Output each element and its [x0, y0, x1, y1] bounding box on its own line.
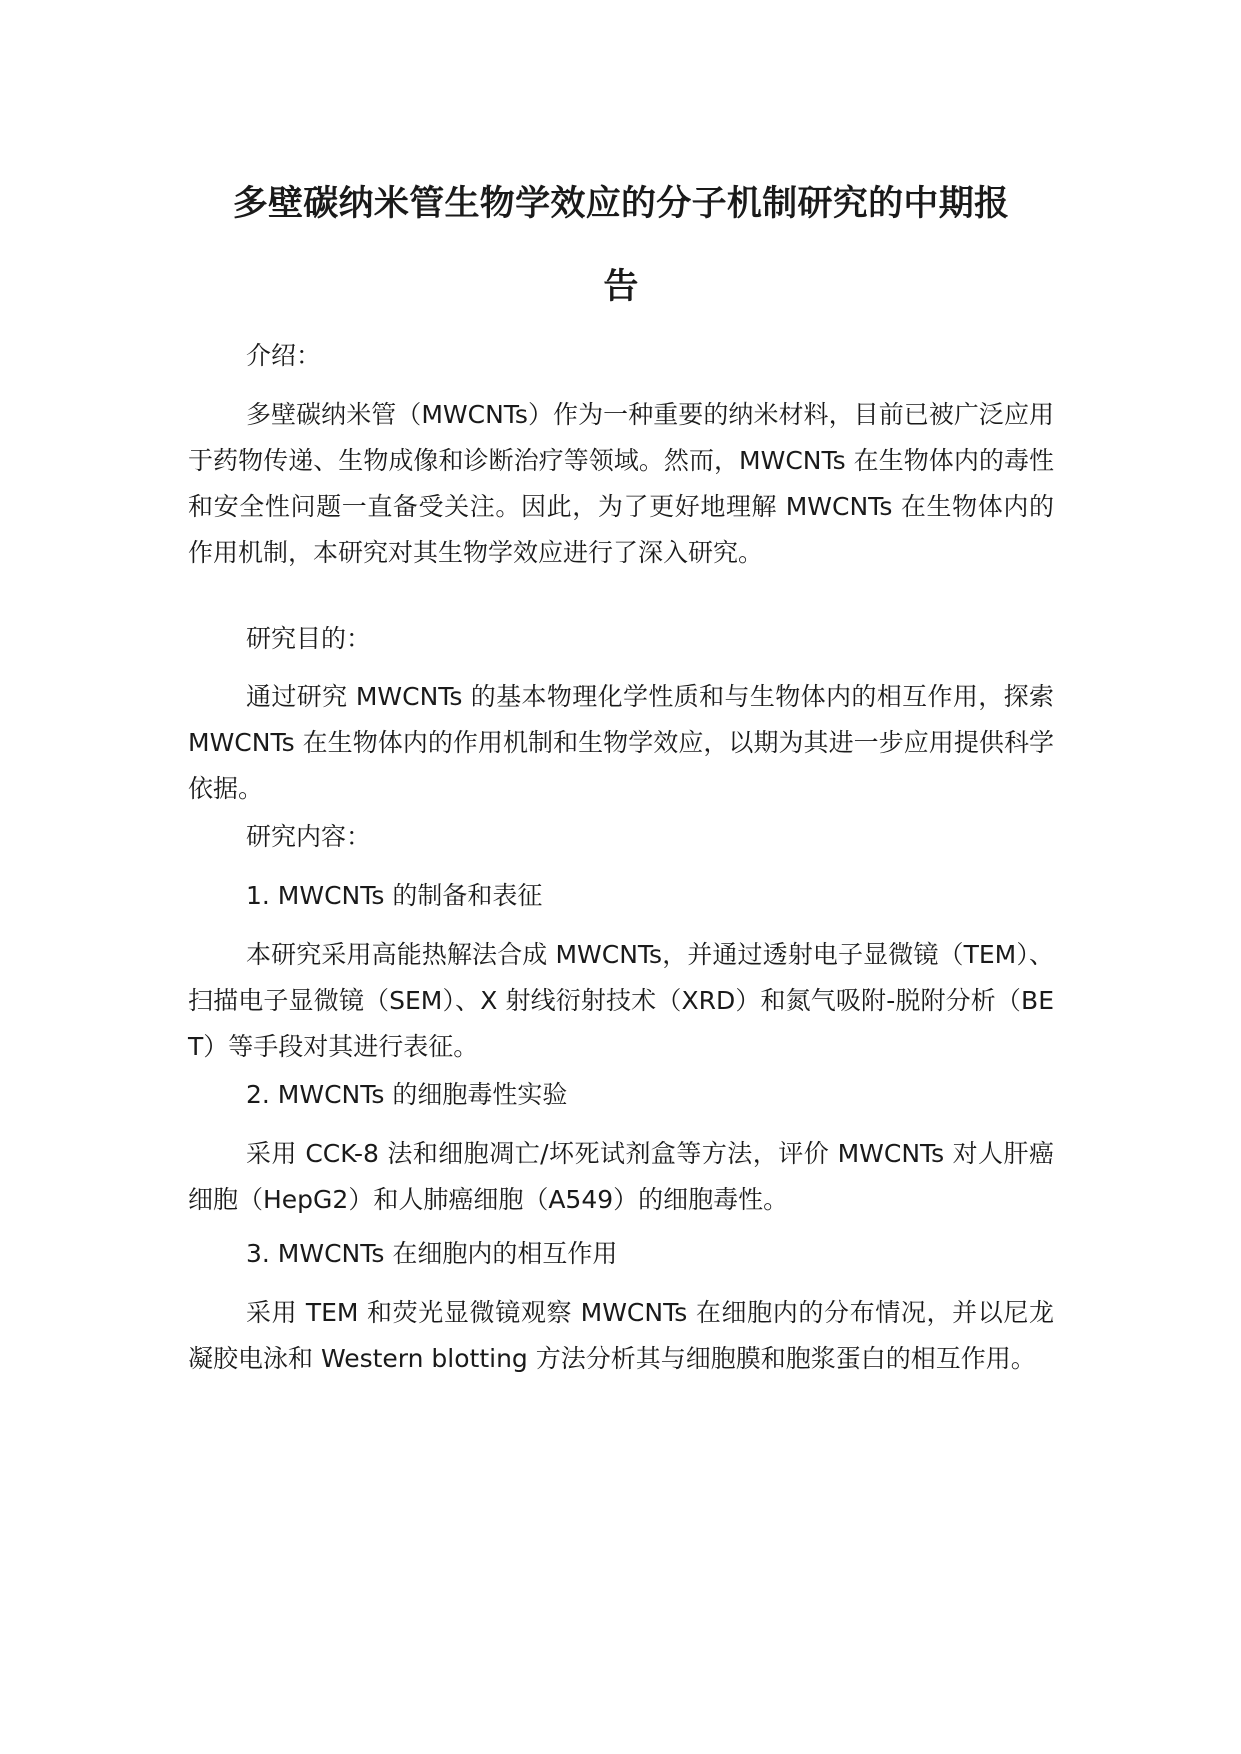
item-heading-2: 2. MWCNTs 的细胞毒性实验 [246, 1080, 568, 1109]
section-label-content: 研究内容： [246, 822, 372, 851]
paragraph-item-3: 采用 TEM 和荧光显微镜观察 MWCNTs 在细胞内的分布情况，并以尼龙凝胶电泳和 Western blotting 方法分析其与细胞膜和胞浆蛋白的相互作用。 [188, 1298, 1054, 1373]
section-label-aim: 研究目的： [246, 624, 372, 653]
item-heading-3: 3. MWCNTs 在细胞内的相互作用 [246, 1239, 618, 1268]
section-label-intro: 介绍： [246, 341, 322, 370]
item-heading-1: 1. MWCNTs 的制备和表征 [246, 881, 543, 910]
paragraph-item-1: 本研究采用高能热解法合成 MWCNTs，并通过透射电子显微镜（TEM）、扫描电子显微镜（SEM）、X 射线衍射技术（XRD）和氮气吸附-脱附分析（BET）等手段对其进行表征。 [188, 940, 1054, 1061]
document-title-line-1: 多壁碳纳米管生物学效应的分子机制研究的中期报 [232, 184, 1010, 224]
paragraph-intro: 多壁碳纳米管（MWCNTs）作为一种重要的纳米材料，目前已被广泛应用于药物传递、生物成像和诊断治疗等领域。然而，MWCNTs 在生物体内的毒性和安全性问题一直备受关注。因此，为了更好地理解 MWCNTs 在生物体内的作用机制，本研究对其生物学效应进行了深入研究。 [188, 400, 1054, 567]
paragraph-aim: 通过研究 MWCNTs 的基本物理化学性质和与生物体内的相互作用，探索 MWCNTs 在生物体内的作用机制和生物学效应，以期为其进一步应用提供科学依据。 [188, 682, 1054, 803]
paragraph-item-2: 采用 CCK-8 法和细胞凋亡/坏死试剂盒等方法，评价 MWCNTs 对人肝癌细胞（HepG2）和人肺癌细胞（A549）的细胞毒性。 [188, 1139, 1054, 1214]
document-title-line-2: 告 [603, 267, 639, 307]
